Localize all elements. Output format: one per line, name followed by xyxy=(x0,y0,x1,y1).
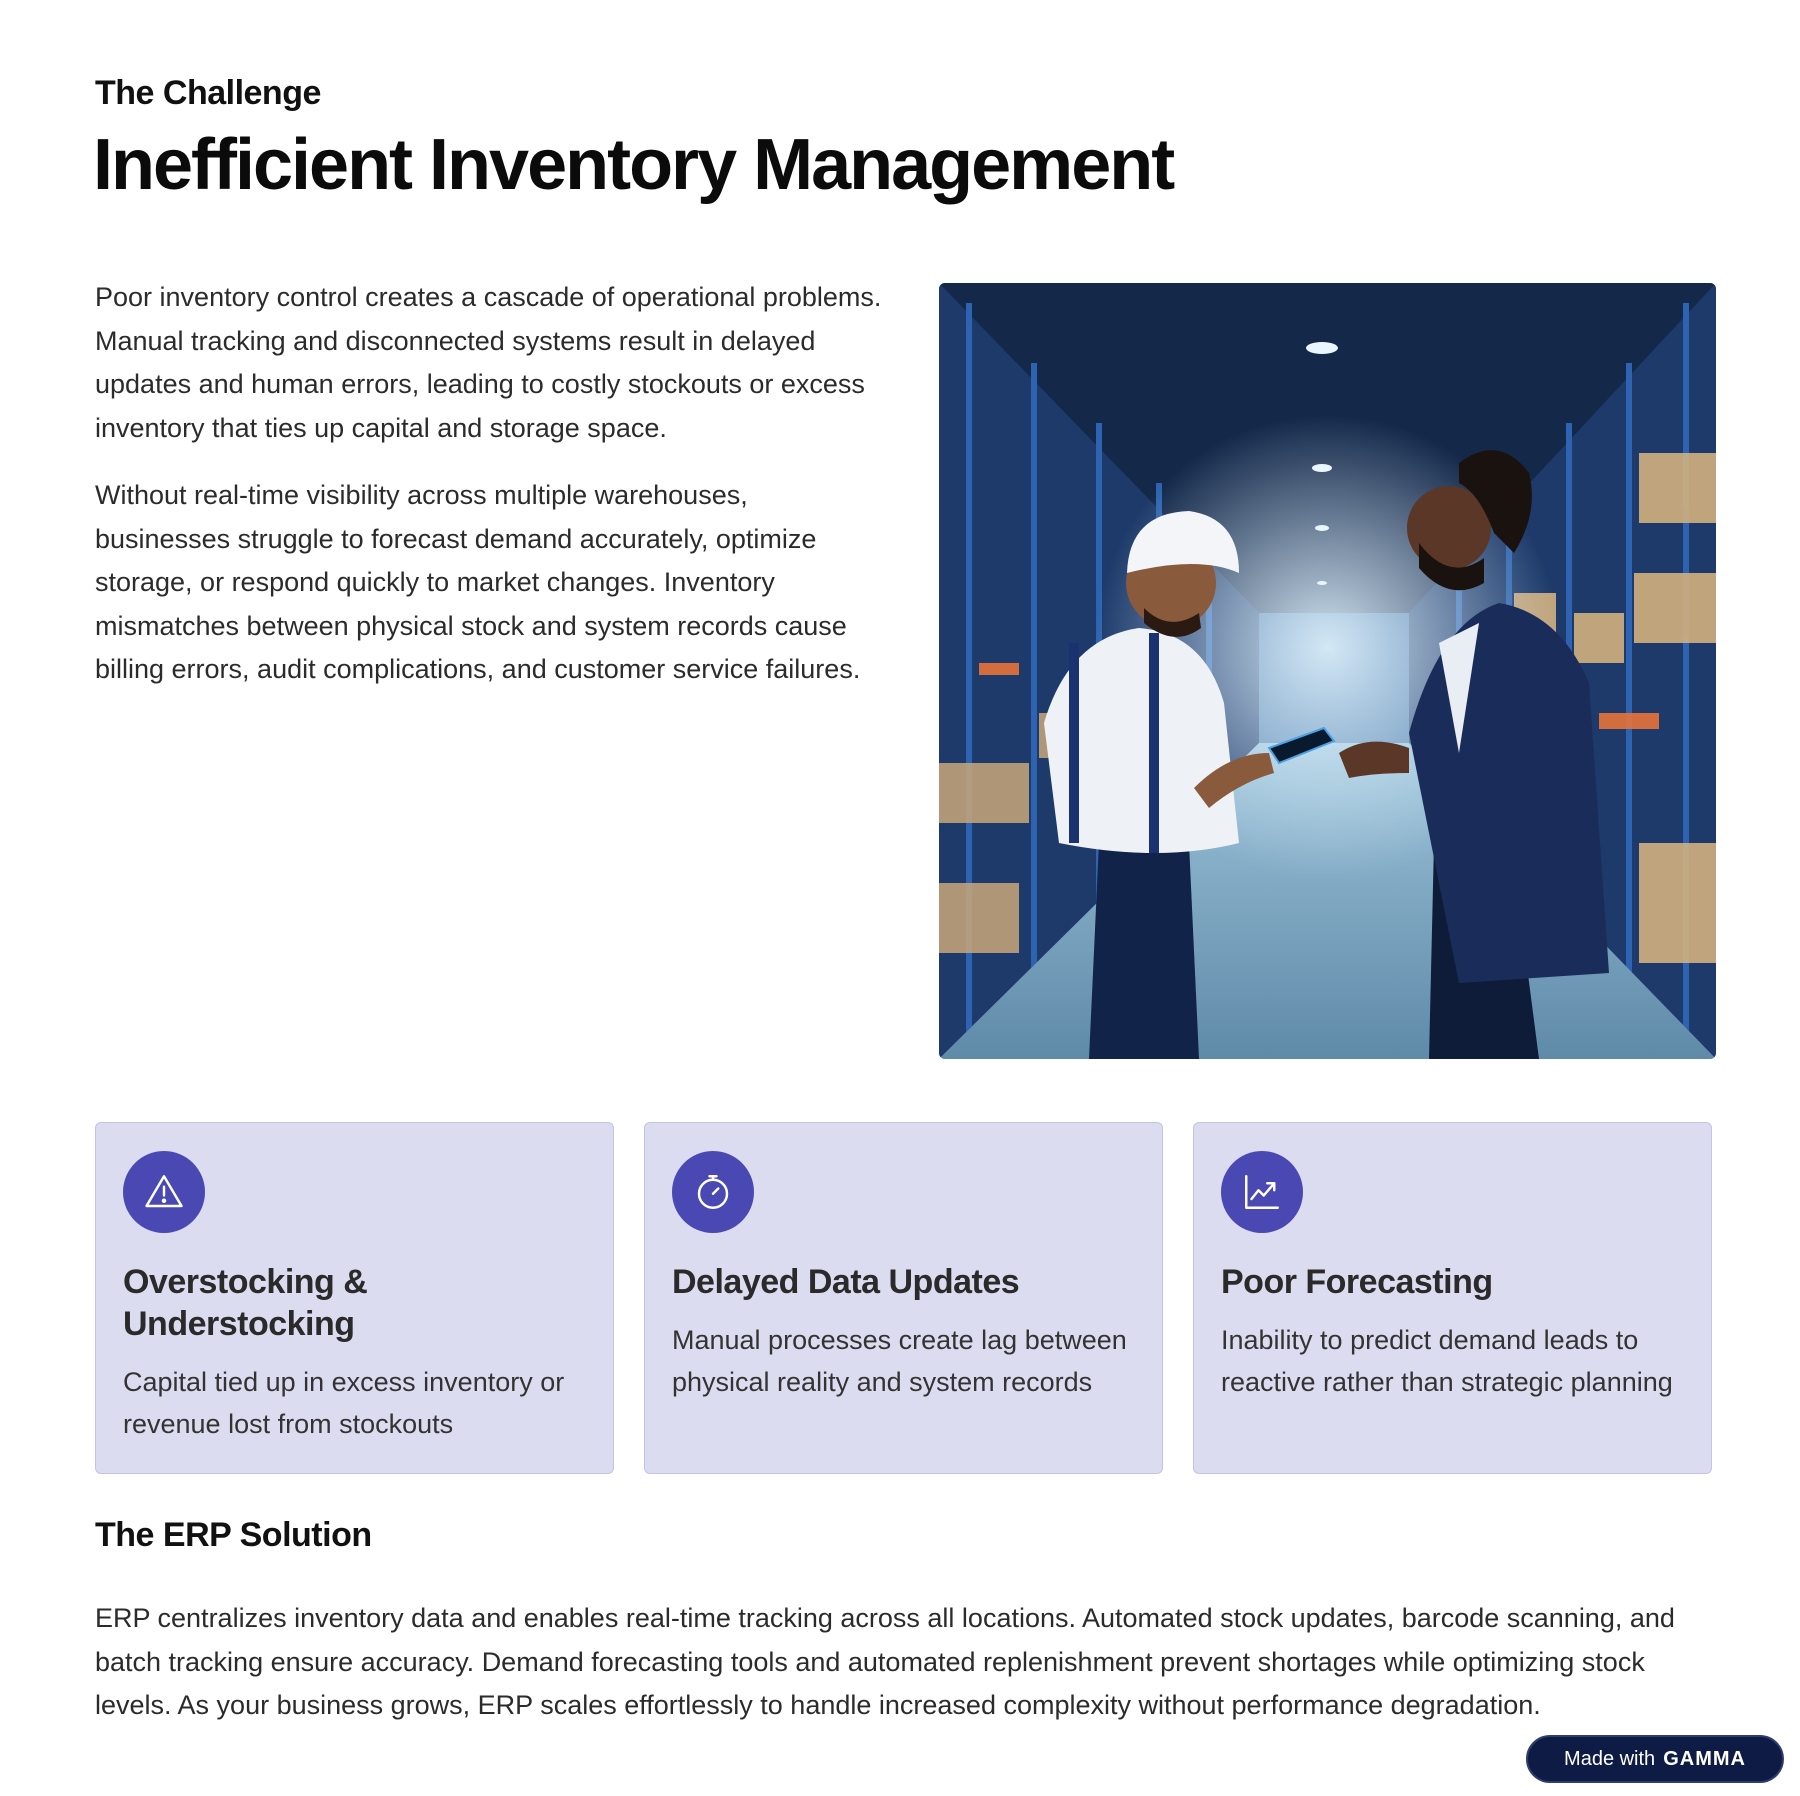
card-body: Inability to predict demand leads to reactive rather than strategic planning xyxy=(1221,1325,1673,1397)
card-body: Capital tied up in excess inventory or revenue lost from stockouts xyxy=(123,1367,565,1439)
intro-paragraph-1: Poor inventory control creates a cascade of operational problems. Manual tracking and disconnected systems result in delayed updates and human errors, leading to costly stockouts or excess inventory that ties up capital and storage space. xyxy=(95,282,882,443)
intro-paragraph-2: Without real-time visibility across multiple warehouses, businesses struggle to forecast demand accurately, optimize storage, or respond quickly to market changes. Inventory mismatches between physical stock and system records cause billing errors, audit complications, and customer service failures. xyxy=(95,480,861,684)
page-title: Inefficient Inventory Management xyxy=(93,125,1174,205)
card-delayed-updates xyxy=(644,1122,1163,1474)
solution-title: The ERP Solution xyxy=(95,1516,372,1554)
card-title: Delayed Data Updates xyxy=(672,1263,1020,1301)
clock-icon xyxy=(672,1151,754,1233)
solution-body: ERP centralizes inventory data and enables real-time tracking across all locations. Automated stock updates, barcode scanning, and batch tracking ensure accuracy. Demand forecasting tools and automated replenishment prevent shortages while optimizing stock levels. As your business grows, ERP scales effortlessly to handle increased complexity without performance degradation. xyxy=(95,1603,1675,1720)
trend-up-chart-icon xyxy=(1221,1151,1303,1233)
warning-triangle-icon xyxy=(123,1151,205,1233)
card-title: Overstocking & Understocking xyxy=(123,1263,368,1343)
made-with-gamma-badge[interactable] xyxy=(1526,1735,1784,1783)
card-poor-forecasting xyxy=(1193,1122,1712,1474)
intro-text xyxy=(95,276,885,716)
card-overstocking xyxy=(95,1122,614,1474)
warehouse-photo-illustration xyxy=(939,283,1716,1059)
section-eyebrow: The Challenge xyxy=(95,74,321,112)
challenge-cards xyxy=(95,1122,1716,1476)
gamma-logo: GAMMA xyxy=(1663,1747,1746,1770)
badge-prefix: Made with xyxy=(1564,1747,1656,1770)
card-body: Manual processes create lag between physical reality and system records xyxy=(672,1325,1127,1397)
card-title: Poor Forecasting xyxy=(1221,1263,1493,1301)
warehouse-photo xyxy=(939,283,1716,1059)
